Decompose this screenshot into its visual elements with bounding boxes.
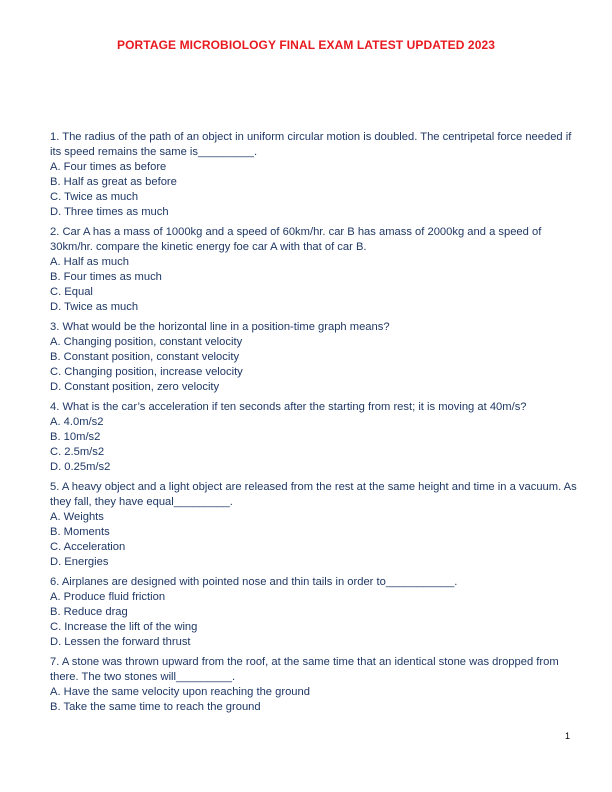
answer-option: A. Produce fluid friction bbox=[50, 591, 166, 603]
question-list bbox=[50, 130, 580, 720]
question-2 bbox=[50, 225, 580, 315]
question-4 bbox=[50, 400, 580, 475]
answer-option: D. 0.25m/s2 bbox=[50, 461, 111, 473]
page-number: 1 bbox=[565, 731, 571, 741]
answer-option: B. Reduce drag bbox=[50, 606, 128, 618]
answer-option: C. Twice as much bbox=[50, 191, 139, 203]
answer-option: A. Have the same velocity upon reaching the ground bbox=[50, 686, 310, 698]
answer-option: D. Twice as much bbox=[50, 301, 139, 313]
answer-option: A. Weights bbox=[50, 511, 104, 523]
question-5 bbox=[50, 480, 580, 570]
answer-option: B. 10m/s2 bbox=[50, 431, 101, 443]
answer-option: B. Four times as much bbox=[50, 271, 162, 283]
answer-option: D. Lessen the forward thrust bbox=[50, 636, 191, 648]
answer-option: C. 2.5m/s2 bbox=[50, 446, 105, 458]
question-text: 6. Airplanes are designed with pointed nose and thin tails in order to___________. bbox=[50, 576, 458, 588]
answer-option: C. Increase the lift of the wing bbox=[50, 621, 198, 633]
answer-option: C. Acceleration bbox=[50, 541, 126, 553]
answer-option: A. Changing position, constant velocity bbox=[50, 336, 243, 348]
answer-option: D. Energies bbox=[50, 556, 109, 568]
answer-option: A. Four times as before bbox=[50, 161, 167, 173]
question-1 bbox=[50, 130, 580, 220]
answer-option: A. Half as much bbox=[50, 256, 129, 268]
question-7 bbox=[50, 655, 580, 715]
answer-option: D. Three times as much bbox=[50, 206, 169, 218]
answer-option: B. Take the same time to reach the ground bbox=[50, 701, 261, 713]
question-text: 3. What would be the horizontal line in a position-time graph means? bbox=[50, 321, 390, 333]
question-3 bbox=[50, 320, 580, 395]
question-text: 4. What is the car’s acceleration if ten seconds after the starting from rest; it is moving at 40m/s? bbox=[50, 401, 527, 413]
question-text: 2. Car A has a mass of 1000kg and a speed of 60km/hr. car B has amass of 2000kg and a speed of 30km/hr. compare the kinetic energy foe car A with that of car B. bbox=[50, 226, 542, 253]
question-6 bbox=[50, 575, 580, 650]
answer-option: A. 4.0m/s2 bbox=[50, 416, 104, 428]
answer-option: B. Moments bbox=[50, 526, 110, 538]
answer-option: C. Changing position, increase velocity bbox=[50, 366, 243, 378]
question-text: 5. A heavy object and a light object are released from the rest at the same height and time in a vacuum. As they fall, they have equal_________. bbox=[50, 481, 577, 508]
answer-option: B. Half as great as before bbox=[50, 176, 177, 188]
answer-option: B. Constant position, constant velocity bbox=[50, 351, 240, 363]
document-title: PORTAGE MICROBIOLOGY FINAL EXAM LATEST UPDATED 2023 bbox=[116, 38, 496, 52]
answer-option: D. Constant position, zero velocity bbox=[50, 381, 220, 393]
question-text: 7. A stone was thrown upward from the roof, at the same time that an identical stone was dropped from there. The two stones will_________. bbox=[50, 656, 559, 683]
answer-option: C. Equal bbox=[50, 286, 93, 298]
question-text: 1. The radius of the path of an object in uniform circular motion is doubled. The centripetal force needed if its speed remains the same is_________. bbox=[50, 131, 572, 158]
